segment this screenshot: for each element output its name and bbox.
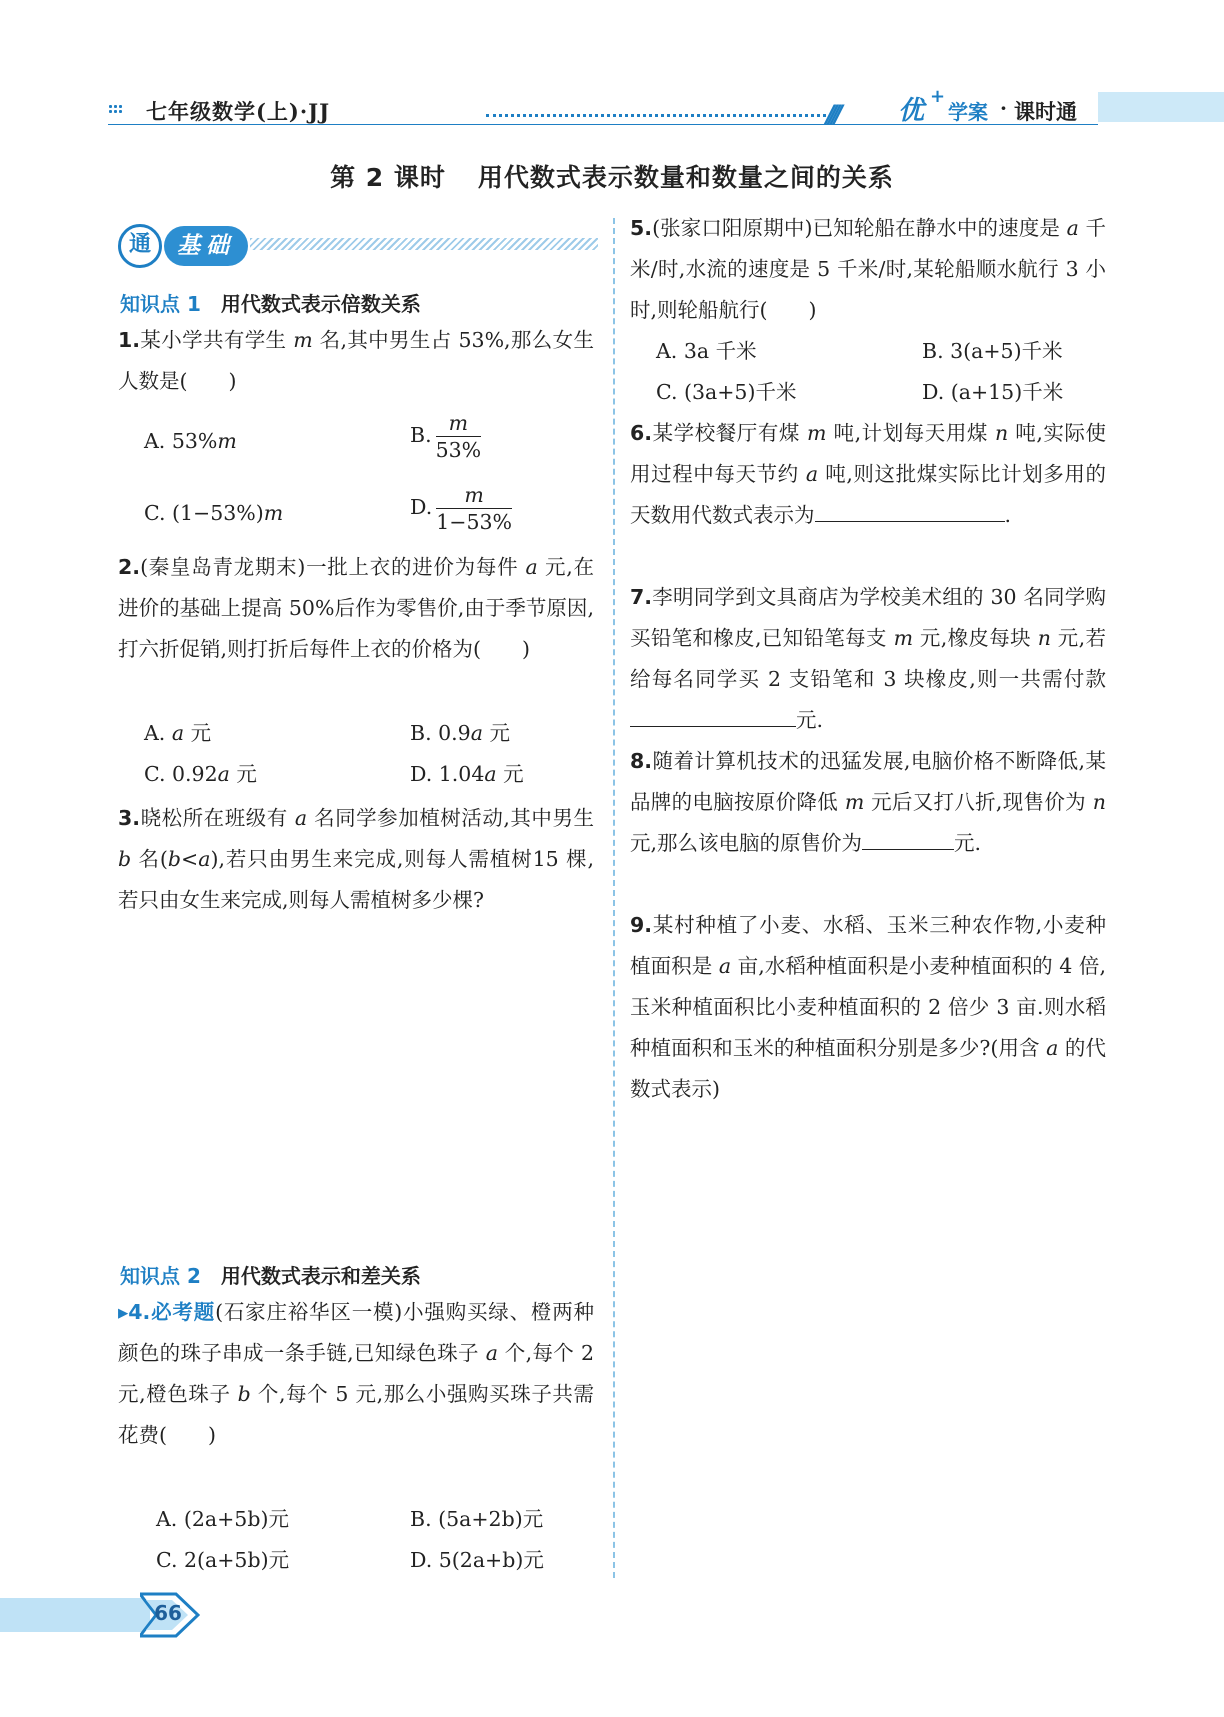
key-question-arrow-icon: ▸ [118,1300,129,1324]
question-number: 5. [630,216,653,240]
kp-label: 知识点 1 [120,292,201,316]
q1-option-c: C. (1−53%)m [144,501,284,525]
q4-option-d: D. 5(2a+b)元 [410,1548,544,1572]
kp-name: 用代数式表示和差关系 [220,1264,421,1288]
q5-option-d: D. (a+15)千米 [922,380,1064,404]
question-5: 5.(张家口阳原期中)已知轮船在静水中的速度是 a 千米/时,水流的速度是 5 千米/时,某轮船顺水航行 3 小时,则轮船航行( ) [630,216,1106,322]
section-badge-round: 通 [118,224,162,268]
header-course-name: 课时通 [1014,100,1077,124]
question-number: 6. [630,421,653,445]
kp-label: 知识点 2 [120,1264,201,1288]
q2-option-b: B. 0.9a 元 [410,721,510,745]
q4-option-c: C. 2(a+5b)元 [156,1548,290,1572]
q2-option-d: D. 1.04a 元 [410,762,524,786]
q2-option-a: A. a 元 [144,721,212,745]
header-brand-plus: + [930,86,946,107]
q-text: 一批上衣的进价为每件 [305,555,526,579]
lesson-topic: 用代数式表示数量和数量之间的关系 [477,163,894,192]
column-divider [613,218,615,1578]
q-text: 某小学共有学生 [140,328,294,352]
q2-option-c: C. 0.92a 元 [144,762,257,786]
question-number: 8. [630,749,653,773]
q4-option-b: B. (5a+2b)元 [410,1507,544,1531]
q1-option-a: A. 53%m [144,429,237,453]
question-number: 4. [128,1300,151,1324]
lesson-number: 第 2 课时 [330,163,446,192]
header-rule [108,124,1098,125]
q4-option-a: A. (2a+5b)元 [156,1507,289,1531]
answer-blank[interactable] [630,706,796,727]
q1-option-d: D. $\frac{m}{1-53\%}$ [410,483,513,534]
q-source: (秦皇岛青龙期末) [140,555,306,579]
q-var: a [525,555,538,579]
question-number: 7. [630,585,653,609]
header-grade-title: 七年级数学(上)·JJ [146,99,331,124]
section-badge-hatch [250,238,598,250]
lesson-title [0,158,1224,194]
header-dotted-rule [486,114,826,117]
question-8: 8.随着计算机技术的迅猛发展,电脑价格不断降低,某品牌的电脑按原价降低 m 元后又打八折,现售价为 n 元,那么该电脑的原售价为 元. [630,749,1106,855]
answer-blank[interactable] [815,501,1005,522]
page-number: 66 [154,1601,182,1625]
question-number: 2. [118,555,141,579]
question-2 [118,547,594,670]
question-number: 9. [630,913,653,937]
q-text: 元,在进价的基础上提高 50%后作为零售价,由于季节原因,打六折促销,则打折后每件上衣的价格为( ) [118,555,594,661]
header-brand-dot: · [1000,96,1007,120]
q5-option-a: A. 3a 千米 [656,339,757,363]
q-text: 名,其中男生占 53%,那么女生人数是( ) [118,328,594,393]
question-6: 6.某学校餐厅有煤 m 吨,计划每天用煤 n 吨,实际使用过程中每天节约 a 吨,则这批煤实际比计划多用的天数用代数式表示为 . [630,421,1106,527]
footer-accent-bar [0,1598,150,1632]
question-1 [118,320,594,402]
header-accent-bar [1098,92,1224,122]
section-badge-pill: 基础 [164,226,248,266]
knowledge-point-1 [120,288,421,317]
question-7: 7.李明同学到文具商店为学校美术组的 30 名同学购买铅笔和橡皮,已知铅笔每支 m 元,橡皮每块 n 元,若给每名同学买 2 支铅笔和 3 块橡皮,则一共需付款元. [630,585,1106,732]
q-var: m [293,328,313,352]
question-9: 9.某村种植了小麦、水稻、玉米三种农作物,小麦种植面积是 a 亩,水稻种植面积是小麦种植面积的 4 倍,玉米种植面积比小麦种植面积的 2 倍少 3 亩.则水稻种植面积和玉米的种植面积分别是多少?(用含 a 的代数式表示) [630,913,1106,1101]
q5-option-b: B. 3(a+5)千米 [922,339,1063,363]
question-4: ▸4.必考题(石家庄裕华区一模)小强购买绿、橙两种颜色的珠子串成一条手链,已知绿色珠子 a 个,每个 2 元,橙色珠子 b 个,每个 5 元,那么小强购买珠子共需花费( ) [118,1300,595,1447]
answer-blank[interactable] [862,829,954,850]
header-grid-icon [108,104,122,114]
question-number: 1. [118,328,141,352]
q5-option-c: C. (3a+5)千米 [656,380,797,404]
question-number: 3. [118,806,141,830]
header-brand-sub: 学案 [948,100,988,124]
knowledge-point-2 [120,1260,421,1289]
key-question-tag: 必考题 [150,1300,216,1324]
kp-name: 用代数式表示倍数关系 [220,292,421,316]
header-slash-decoration: //// [826,100,838,128]
question-3: 3.晓松所在班级有 a 名同学参加植树活动,其中男生 b 名(b<a),若只由男生来完成,则每人需植树15 棵,若只由女生来完成,则每人需植树多少棵? [118,806,594,912]
header-brand-logo: 优 [898,96,925,126]
q1-option-b: B. $\frac{m}{53\%}$ [410,411,482,462]
